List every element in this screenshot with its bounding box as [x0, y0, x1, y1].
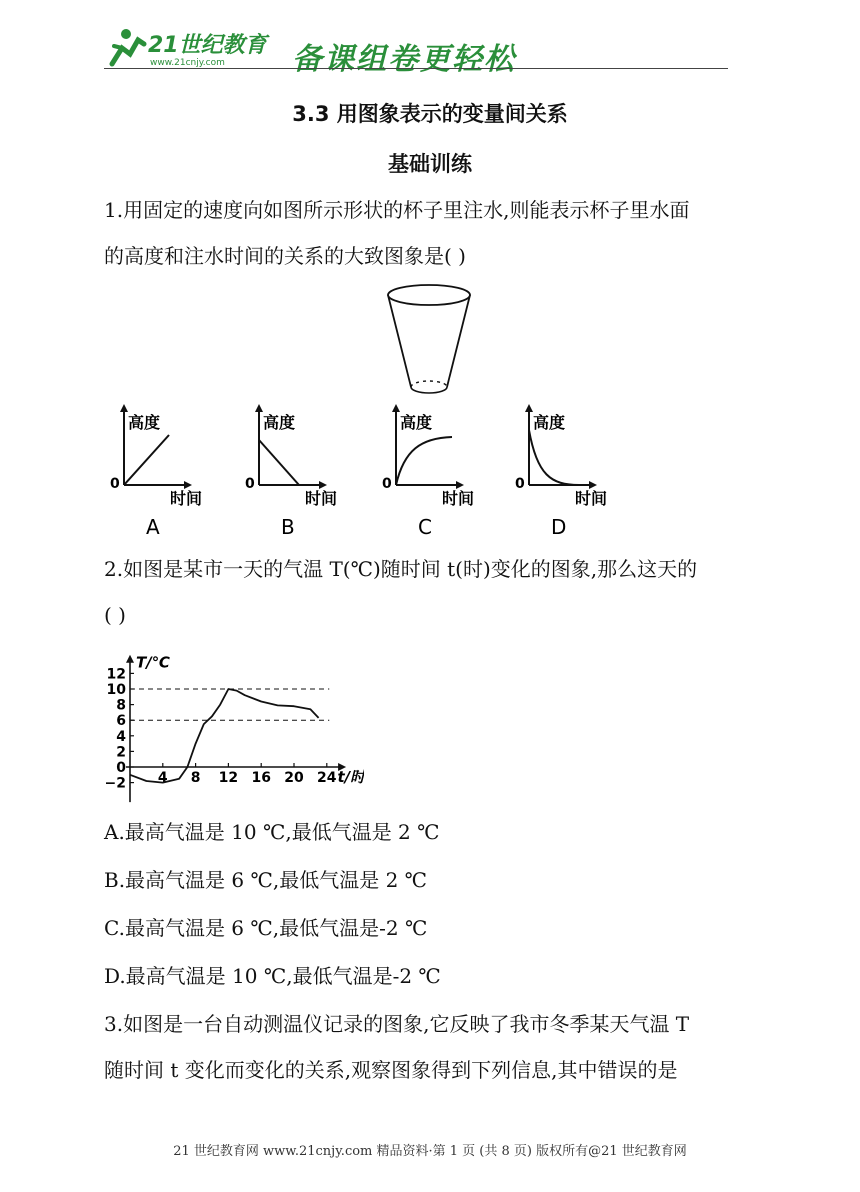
- x-axis-arrow-icon: [184, 481, 192, 489]
- curve: [529, 430, 579, 485]
- x-axis-label: 时间: [575, 489, 608, 508]
- q2-option-a: A.最高气温是 10 ℃,最低气温是 2 ℃: [104, 820, 440, 844]
- logo-url: www.21cnjy.com: [150, 58, 225, 68]
- q1-graphs: [104, 400, 644, 540]
- section-title: 基础训练: [388, 152, 472, 176]
- y-axis-arrow-icon: [255, 404, 263, 412]
- x-axis-arrow-icon: [456, 481, 464, 489]
- q2-option-b: B.最高气温是 6 ℃,最低气温是 2 ℃: [104, 868, 428, 892]
- option-letter: A: [146, 515, 160, 539]
- x-tick-label: 16: [251, 770, 271, 786]
- header-slogan: 备课组卷更轻松: [292, 42, 516, 77]
- curve: [124, 435, 169, 485]
- origin-label: 0: [245, 476, 255, 492]
- y-axis-arrow-icon: [120, 404, 128, 412]
- q1-graph-a: [110, 404, 202, 539]
- q1-text-line1: 1.用固定的速度向如图所示形状的杯子里注水,则能表示杯子里水面: [104, 198, 690, 222]
- y-axis-label: 高度: [533, 413, 566, 432]
- y-tick-label: 8: [116, 697, 126, 714]
- page-title: 3.3 用图象表示的变量间关系: [292, 102, 568, 126]
- y-axis-label: T/℃: [136, 653, 170, 672]
- y-tick-label: 2: [116, 744, 126, 761]
- cup-figure: [380, 280, 480, 400]
- origin-label: 0: [382, 476, 392, 492]
- q1-graph-c: [382, 404, 474, 539]
- q2-temperature-chart: [104, 640, 364, 810]
- site-logo: [104, 24, 284, 70]
- logo-text: 21世纪教育: [148, 33, 267, 58]
- page-footer: 21 世纪教育网 www.21cnjy.com 精品资料·第 1 页 (共 8 页) 版权所有@21 世纪教育网: [173, 1144, 687, 1159]
- q1-graph-b: [245, 404, 337, 539]
- q2-text-line1: 2.如图是某市一天的气温 T(℃)随时间 t(时)变化的图象,那么这天的: [104, 557, 698, 581]
- y-tick-label: −2: [104, 775, 126, 792]
- q1-graph-d: [515, 404, 607, 539]
- header-divider: [104, 68, 728, 69]
- q2-option-d: D.最高气温是 10 ℃,最低气温是-2 ℃: [104, 964, 441, 988]
- y-axis-arrow-icon: [525, 404, 533, 412]
- q2-text-line2: ( ): [104, 603, 126, 627]
- option-letter: B: [281, 515, 295, 539]
- q1-text-line2: 的高度和注水时间的关系的大致图象是( ): [104, 244, 466, 268]
- y-axis-label: 高度: [400, 413, 433, 432]
- x-tick-label: 12: [218, 770, 239, 786]
- y-axis-label: 高度: [263, 413, 296, 432]
- x-tick-label: 20: [284, 770, 304, 786]
- curve: [396, 437, 452, 485]
- y-tick-label: 4: [116, 728, 126, 745]
- x-axis-label: t/时: [337, 768, 364, 786]
- y-axis-arrow-icon: [392, 404, 400, 412]
- x-axis-label: 时间: [442, 489, 475, 508]
- y-tick-label: 0: [116, 760, 126, 776]
- curve: [259, 440, 299, 485]
- q3-text-line2: 随时间 t 变化而变化的关系,观察图象得到下列信息,其中错误的是: [104, 1058, 678, 1082]
- x-axis-label: 时间: [170, 489, 203, 508]
- runner-icon: [112, 29, 144, 64]
- x-axis-label: 时间: [305, 489, 338, 508]
- q2-option-c: C.最高气温是 6 ℃,最低气温是-2 ℃: [104, 916, 428, 940]
- y-tick-label: 6: [116, 713, 126, 730]
- y-tick-label: 12: [106, 666, 126, 683]
- y-tick-label: 10: [106, 682, 126, 698]
- option-letter: D: [551, 515, 567, 539]
- x-axis-arrow-icon: [589, 481, 597, 489]
- option-letter: C: [418, 515, 432, 539]
- x-tick-label: 4: [157, 770, 168, 786]
- x-axis-arrow-icon: [319, 481, 327, 489]
- x-tick-label: 8: [190, 770, 201, 786]
- x-tick-label: 24: [317, 770, 337, 786]
- y-axis-label: 高度: [128, 413, 161, 432]
- temperature-series-line: [130, 689, 319, 783]
- origin-label: 0: [110, 476, 120, 492]
- q3-text-line1: 3.如图是一台自动测温仪记录的图象,它反映了我市冬季某天气温 T: [104, 1012, 690, 1036]
- y-axis-arrow-icon: [126, 655, 134, 663]
- origin-label: 0: [515, 476, 525, 492]
